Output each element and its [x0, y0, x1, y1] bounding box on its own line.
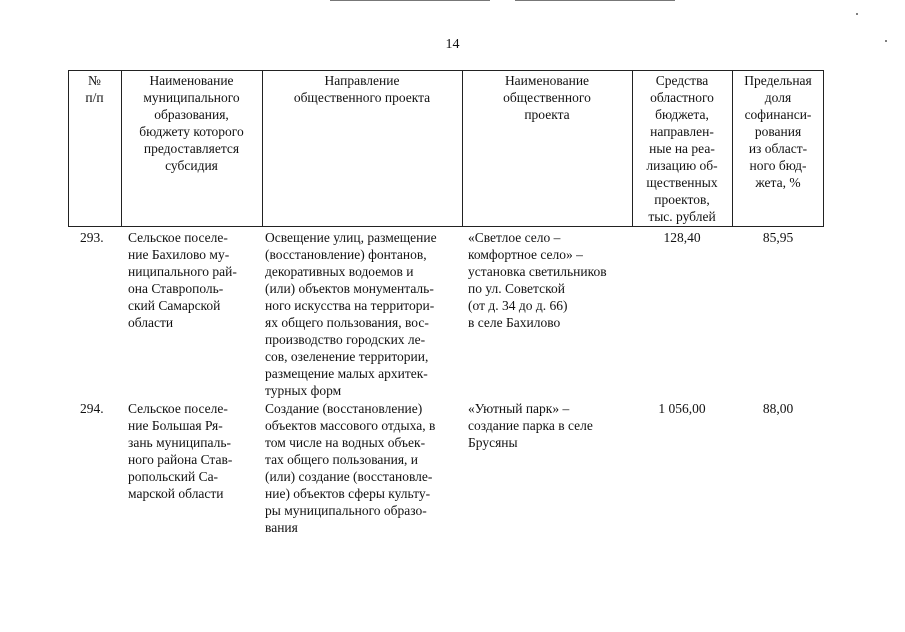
row-funds: 1 056,00: [658, 401, 706, 416]
header-share: Предельная доля софинанси- рования из област- ного бюд- жета, %: [744, 73, 812, 190]
scan-edge-line: [515, 0, 675, 1]
row-project: «Уютный парк» – создание парка в селе Брусяны: [468, 401, 593, 450]
header-direction: Направление общественного проекта: [293, 73, 431, 105]
scan-speck: [856, 13, 858, 15]
row-direction: Создание (восстановление) объектов массового отдыха, в том числе на водных объек- тах общего пользования, и (или) создание (восстановле- ние) объектов сферы культу- ры муниципального образо- вания: [265, 401, 436, 535]
row-funds: 128,40: [663, 230, 701, 245]
row-number: 294.: [80, 401, 104, 416]
header-funds: Средства областного бюджета, направлен- ные на реа- лизацию об- щественных проектов, тыс. рублей: [646, 73, 718, 224]
row-municipality: Сельское поселе- ние Большая Ря- зань муниципаль- ного района Став- ропольский Са- марской области: [128, 401, 233, 501]
header-number: № п/п: [85, 73, 104, 105]
row-share: 85,95: [762, 230, 794, 245]
row-municipality: Сельское поселе- ние Бахилово му- ниципального рай- она Ставрополь- ский Самарской области: [128, 230, 237, 330]
header-municipality: Наименование муниципального образования, бюджету которого предоставляется субсидия: [139, 73, 244, 173]
scan-edge-line: [330, 0, 490, 1]
page-number: 14: [445, 37, 460, 52]
row-number: 293.: [80, 230, 104, 245]
row-direction: Освещение улиц, размещение (восстановление) фонтанов, декоративных водоемов и (или) объектов монументаль- ного искусства на территори- ях общего пользования, вос- производство городских ле- сов, озеленение территории, размещение малых архитек- турных форм: [265, 230, 437, 398]
row-share: 88,00: [762, 401, 794, 416]
row-project: «Светлое село – комфортное село» – установка светильников по ул. Советской (от д. 34 до д. 66) в селе Бахилово: [468, 230, 607, 330]
header-project: Наименование общественного проекта: [503, 73, 591, 122]
